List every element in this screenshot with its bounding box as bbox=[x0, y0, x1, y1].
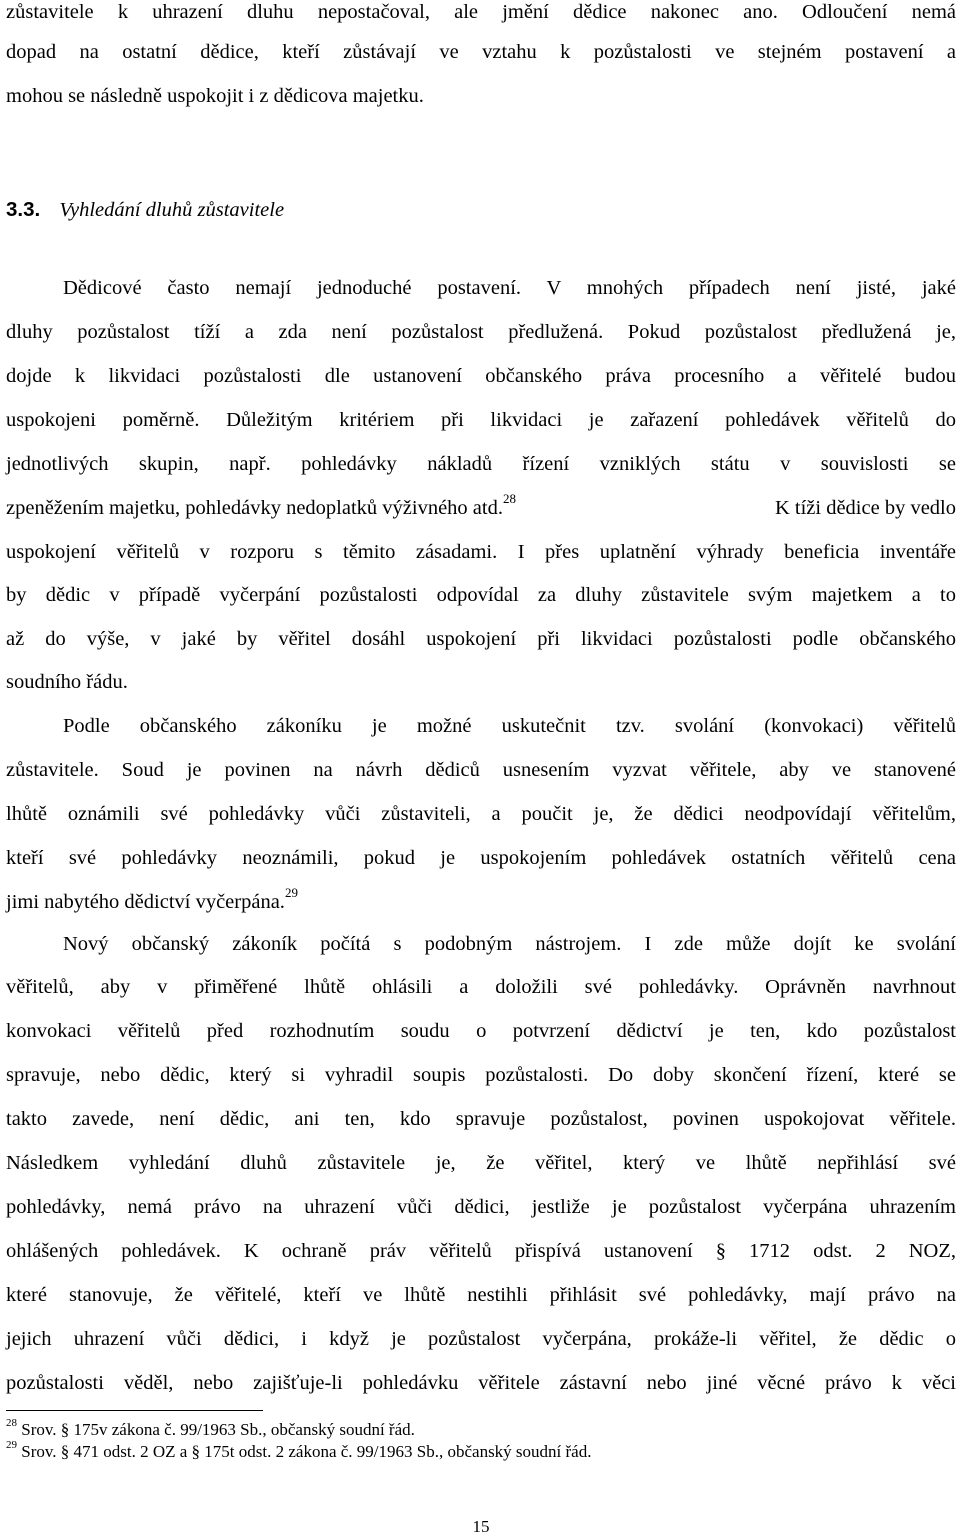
paragraph-4-line: ohlášených pohledávek. K ochraně práv věřitelů přispívá ustanovení § 1712 odst. 2 NOZ, bbox=[6, 1240, 956, 1262]
paragraph-4-line: pozůstalosti věděl, nebo zajišťuje-li pohledávku věřitele zástavní nebo jiné věcné právo k věci bbox=[6, 1372, 956, 1394]
footnote bbox=[6, 1417, 415, 1440]
paragraph-2-line: soudního řádu. bbox=[6, 671, 128, 693]
paragraph-2-line: Dědicové často nemají jednoduché postavení. V mnohých případech není jisté, jaké bbox=[63, 277, 956, 299]
footnote bbox=[6, 1439, 592, 1462]
paragraph-2-line: uspokojeni poměrně. Důležitým kritériem při likvidaci je zařazení pohledávek věřitelů do bbox=[6, 409, 956, 431]
paragraph-4-line: jejich uhrazení vůči dědici, i když je pozůstalost vyčerpána, prokáže-li věřitel, že dědic o bbox=[6, 1328, 956, 1350]
paragraph-2-line: by dědic v případě vyčerpání pozůstalosti odpovídal za dluhy zůstavitele svým majetkem a to bbox=[6, 584, 956, 606]
footnote-ref[interactable]: 28 bbox=[502, 491, 516, 507]
page-number: 15 bbox=[472, 1517, 490, 1536]
paragraph-4-line: pohledávky, nemá právo na uhrazení vůči dědici, jestliže je pozůstalost vyčerpána uhrazením bbox=[6, 1196, 956, 1218]
paragraph-3-line: zůstavitele. Soud je povinen na návrh dědiců usnesením vyzvat věřitele, aby ve stanovené bbox=[6, 759, 956, 781]
paragraph-1-line: dopad na ostatní dědice, kteří zůstávají ve vztahu k pozůstalosti ve stejném postavení a bbox=[6, 41, 956, 63]
paragraph-4-line: Následkem vyhledání dluhů zůstavitele je, že věřitel, který ve lhůtě nepřihlásí své bbox=[6, 1152, 956, 1174]
paragraph-2-line: uspokojení věřitelů v rozporu s těmito zásadami. I přes uplatnění výhrady beneficia inventáře bbox=[6, 541, 956, 563]
paragraph-4-line: věřitelů, aby v přiměřené lhůtě ohlásili a doložili své pohledávky. Oprávněn navrhnout bbox=[6, 976, 956, 998]
paragraph-2-line: dojde k likvidaci pozůstalosti dle ustanovení občanského práva procesního a věřitelé budou bbox=[6, 365, 956, 387]
footnote-ref[interactable]: 29 bbox=[284, 885, 298, 901]
paragraph-1-line: zůstavitele k uhrazení dluhu nepostačoval, ale jmění dědice nakonec ano. Odloučení nemá bbox=[6, 1, 956, 23]
paragraph-4-line: Nový občanský zákoník počítá s podobným nástrojem. I zde může dojít ke svolání bbox=[63, 933, 956, 955]
paragraph-3-line: lhůtě oznámili své pohledávky vůči zůstaviteli, a poučit je, že dědici neodpovídají věřitelům, bbox=[6, 803, 956, 825]
footnote-text: Srov. § 175v zákona č. 99/1963 Sb., občanský soudní řád. bbox=[21, 1420, 415, 1439]
paragraph-1-line: mohou se následně uspokojit i z dědicova majetku. bbox=[6, 85, 424, 107]
paragraph-3-line: jimi nabytého dědictví vyčerpána.$^{29}$ bbox=[6, 885, 298, 913]
footnote-separator bbox=[6, 1410, 263, 1411]
section-heading bbox=[6, 198, 956, 222]
paragraph-2-line: až do výše, v jaké by věřitel dosáhl uspokojení při likvidaci pozůstalosti podle občanského bbox=[6, 628, 956, 650]
paragraph-2-line bbox=[6, 491, 956, 520]
section-title: Vyhledání dluhů zůstavitele bbox=[59, 199, 285, 221]
footnote-number: 29 bbox=[6, 1439, 17, 1452]
paragraph-2-line: jednotlivých skupin, např. pohledávky nákladů řízení vzniklých státu v souvislosti se bbox=[6, 453, 956, 475]
section-number: 3.3. bbox=[6, 198, 41, 221]
paragraph-3-line: kteří své pohledávky neoznámili, pokud je uspokojením pohledávek ostatních věřitelů cena bbox=[6, 847, 956, 869]
paragraph-4-line: které stanovuje, že věřitelé, kteří ve lhůtě nestihli přihlásit své pohledávky, mají právo na bbox=[6, 1284, 956, 1306]
footnote-number: 28 bbox=[6, 1417, 17, 1430]
line-text: K tíži dědice by vedlo bbox=[774, 497, 956, 519]
paragraph-4-line: takto zavede, není dědic, ani ten, kdo spravuje pozůstalost, povinen uspokojovat věřitele. bbox=[6, 1108, 956, 1130]
paragraph-4-line: konvokaci věřitelů před rozhodnutím soudu o potvrzení dědictví je ten, kdo pozůstalost bbox=[6, 1020, 956, 1042]
paragraph-3-line: Podle občanského zákoníku je možné uskutečnit tzv. svolání (konvokaci) věřitelů bbox=[63, 715, 956, 737]
line-text: zpeněžením majetku, pohledávky nedoplatků výživného atd.$^{28}$ bbox=[6, 491, 516, 519]
paragraph-4-line: spravuje, nebo dědic, který si vyhradil soupis pozůstalosti. Do doby skončení řízení, které se bbox=[6, 1064, 956, 1086]
paragraph-2-line: dluhy pozůstalost tíží a zda není pozůstalost předlužená. Pokud pozůstalost předlužená je, bbox=[6, 321, 956, 343]
footnote-text: Srov. § 471 odst. 2 OZ a § 175t odst. 2 zákona č. 99/1963 Sb., občanský soudní řád. bbox=[21, 1442, 592, 1461]
